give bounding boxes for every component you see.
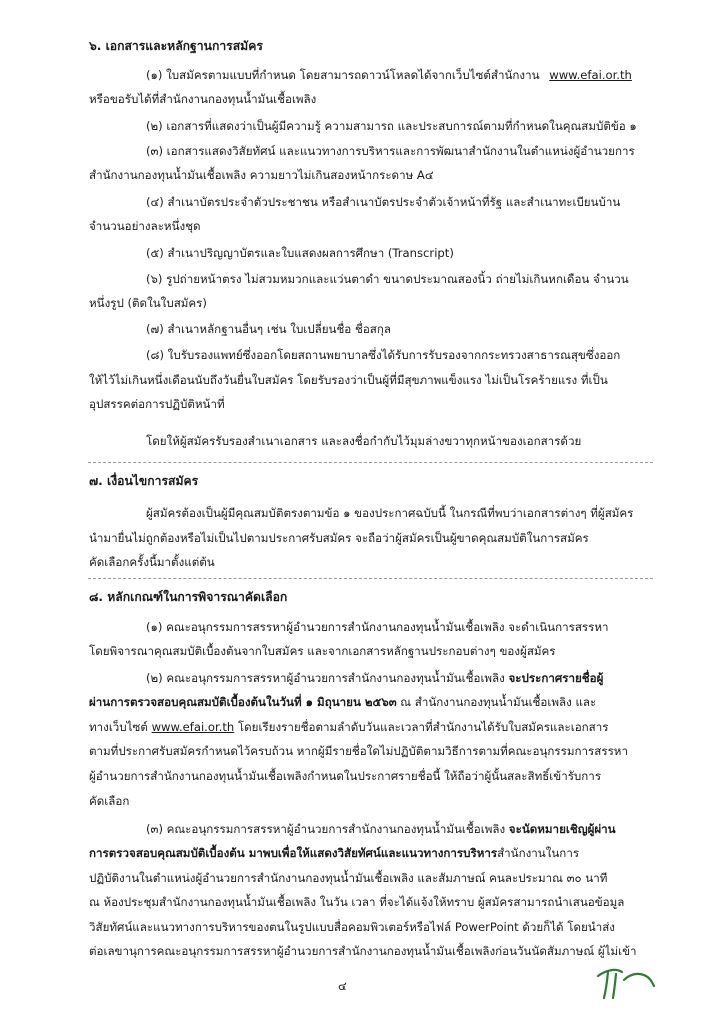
section-6-item-1 [146,70,632,82]
section-8-item-2-cont-1 [89,697,596,709]
interview-bold: การตรวจสอบคุณสมบัติเบื้องต้น มาพบเพื่อให้แสดงวิสัยทัศน์และแนวทางการบริหาร [89,846,498,860]
section-7-para-line-3: คัดเลือกครั้งนี้มาตั้งแต่ต้น [89,555,215,569]
section-6-item-8: (๘) ใบรับรองแพทย์ซึ่งออกโดยสถานพยาบาลซึ่งได้รับการรับรองจากกระทรวงสาธารณสุขซึ่งออก [146,348,621,362]
section-6-item-8-cont-2: อุปสรรคต่อการปฏิบัติหน้าที่ [89,397,225,411]
section-8-item-3-text: (๓) คณะอนุกรรมการสรรหาผู้อำนวยการสำนักงานกองทุนน้ำมันเชื้อเพลิง [146,822,506,836]
announcement-place: ณ สำนักงานกองทุนน้ำมันเชื้อเพลิง และ [396,695,597,709]
section-6-item-1-cont: หรือขอรับได้ที่สำนักงานกองทุนน้ำมันเชื้อเพลิง [89,92,317,106]
section-8-item-3-cont-3: ณ ห้องประชุมสำนักงานกองทุนน้ำมันเชื้อเพลิง ในวัน เวลา ที่จะได้แจ้งให้ทราบ ผู้สมัครสามารถนำเสนอข้อมูล [89,895,625,909]
efai-website-link-2[interactable]: www.efai.or.th [151,720,235,734]
section-8-item-3-cont-1 [89,848,579,860]
section-6-heading: ๖. เอกสารและหลักฐานการสมัคร [89,39,263,53]
section-8-item-2-bold: จะประกาศรายชื่อผู้ [508,671,604,685]
section-6-item-3-cont: สำนักงานกองทุนน้ำมันเชื้อเพลิง ความยาวไม่เกินสองหน้ากระดาษ A๔ [89,168,434,182]
section-6-item-4: (๔) สำเนาบัตรประจำตัวประชาชน หรือสำเนาบัตรประจำตัวเจ้าหน้าที่รัฐ และสำเนาทะเบียนบ้าน [146,195,621,209]
section-8-item-2-cont-4: ผู้อำนวยการสำนักงานกองทุนน้ำมันเชื้อเพลิงกำหนดในประกาศรายชื่อนี้ ให้ถือว่าผู้นั้นสละสิทธิ์เข้ารับการ [89,769,602,783]
section-divider [88,462,653,463]
website-prefix: ทางเว็บไซต์ [89,720,152,734]
section-6-note: โดยให้ผู้สมัครรับรองสำเนาเอกสาร และลงชื่อกำกับไว้มุมล่างขวาทุกหน้าของเอกสารด้วย [146,434,582,448]
section-6-item-7: (๗) สำเนาหลักฐานอื่นๆ เช่น ใบเปลี่ยนชื่อ ชื่อสกุล [146,322,391,336]
section-8-item-2-text: (๒) คณะอนุกรรมการสรรหาผู้อำนวยการสำนักงานกองทุนน้ำมันเชื้อเพลิง [146,671,505,685]
section-6-item-8-cont-1: ให้ไว้ไม่เกินหนึ่งเดือนนับถึงวันยื่นใบสมัคร โดยรับรองว่าเป็นผู้ที่มีสุขภาพแข็งแรง ไม่เป็นโรคร้ายแรง ที่เป็น [89,373,608,387]
page-number: ๔ [338,979,347,993]
section-8-item-3-cont-4: วิสัยทัศน์และแนวทางการบริหารของตนในรูปแบบสื่อคอมพิวเตอร์หรือไฟล์ PowerPoint ด้วยก็ได้ โดยนำส่ง [89,920,615,934]
section-divider [88,578,653,579]
section-6-item-3: (๓) เอกสารแสดงวิสัยทัศน์ และแนวทางการบริหารและการพัฒนาสำนักงานในตำแหน่งผู้อำนวยการ [146,144,635,158]
section-6-item-6: (๖) รูปถ่ายหน้าตรง ไม่สวมหมวกและแว่นตาดำ ขนาดประมาณสองนิ้ว ถ่ายไม่เกินหกเดือน จำนวน [146,272,629,286]
section-8-item-3 [146,824,616,836]
section-7-para-line-2: นำมายื่นไม่ถูกต้องหรือไม่เป็นไปตามประกาศรับสมัคร จะถือว่าผู้สมัครเป็นผู้ขาดคุณสมบัติในการสมัคร [89,531,589,545]
section-8-item-3-cont-2: ปฏิบัติงานในตำแหน่งผู้อำนวยการสำนักงานกองทุนน้ำมันเชื้อเพลิง และสัมภาษณ์ คนละประมาณ ๓๐ นาที [89,871,608,885]
section-8-heading: ๘. หลักเกณฑ์ในการพิจารณาคัดเลือก [89,590,288,604]
efai-website-link[interactable]: www.efai.or.th [549,68,632,82]
section-6-item-5: (๕) สำเนาปริญญาบัตรและใบแสดงผลการศึกษา (Transcript) [146,246,454,260]
section-8-item-2-cont-5: คัดเลือก [89,794,130,808]
handwritten-initials-icon [594,962,658,1002]
section-8-item-3-cont-5: ต่อเลขานุการคณะอนุกรรมการสรรหาผู้อำนวยการสำนักงานกองทุนน้ำมันเชื้อเพลิงก่อนวันนัดสัมภาษณ์ ผู้ไม่เข้า [89,944,637,958]
section-8-item-2-cont-3: ตามที่ประกาศรับสมัครกำหนดไว้ครบถ้วน หากผู้มีรายชื่อใดไม่ปฏิบัติตามวิธีการตามที่คณะอนุกรรมการสรรหา [89,744,628,758]
section-6-item-6-cont: หนึ่งรูป (ติดในใบสมัคร) [89,296,207,310]
section-7-heading: ๗. เงื่อนไขการสมัคร [89,474,199,488]
section-8-item-2-cont-2 [89,722,609,734]
section-6-item-4-cont: จำนวนอย่างละหนึ่งชุด [89,219,201,233]
announcement-date: ผ่านการตรวจสอบคุณสมบัติเบื้องต้นในวันที่ ๑ มิถุนายน ๒๕๖๓ [89,695,397,709]
section-7-para-line-1: ผู้สมัครต้องเป็นผู้มีคุณสมบัติตรงตามข้อ ๑ ของประกาศฉบับนี้ ในกรณีที่พบว่าเอกสารต่างๆ ที่ผู้สมัคร [146,506,634,520]
section-6-item-1-text: (๑) ใบสมัครตามแบบที่กำหนด โดยสามารถดาวน์โหลดได้จากเว็บไซต์สำนักงาน [146,68,540,82]
section-8-item-3-bold: จะนัดหมายเชิญผู้ผ่าน [508,822,616,836]
section-8-item-1-cont: โดยพิจารณาคุณสมบัติเบื้องต้นจากใบสมัคร และจากเอกสารหลักฐานประกอบต่างๆ ของผู้สมัคร [89,644,556,658]
section-6-item-2: (๒) เอกสารที่แสดงว่าเป็นผู้มีความรู้ ความสามารถ และประสบการณ์ตามที่กำหนดในคุณสมบัติข้อ ๑ [146,119,637,133]
website-suffix: โดยเรียงรายชื่อตามลำดับวันและเวลาที่สำนักงานได้รับใบสมัครและเอกสาร [234,720,609,734]
section-8-item-2 [146,673,603,685]
interview-suffix: สำนักงานในการ [497,846,580,860]
section-8-item-1: (๑) คณะอนุกรรมการสรรหาผู้อำนวยการสำนักงานกองทุนน้ำมันเชื้อเพลิง จะดำเนินการสรรหา [146,620,609,634]
